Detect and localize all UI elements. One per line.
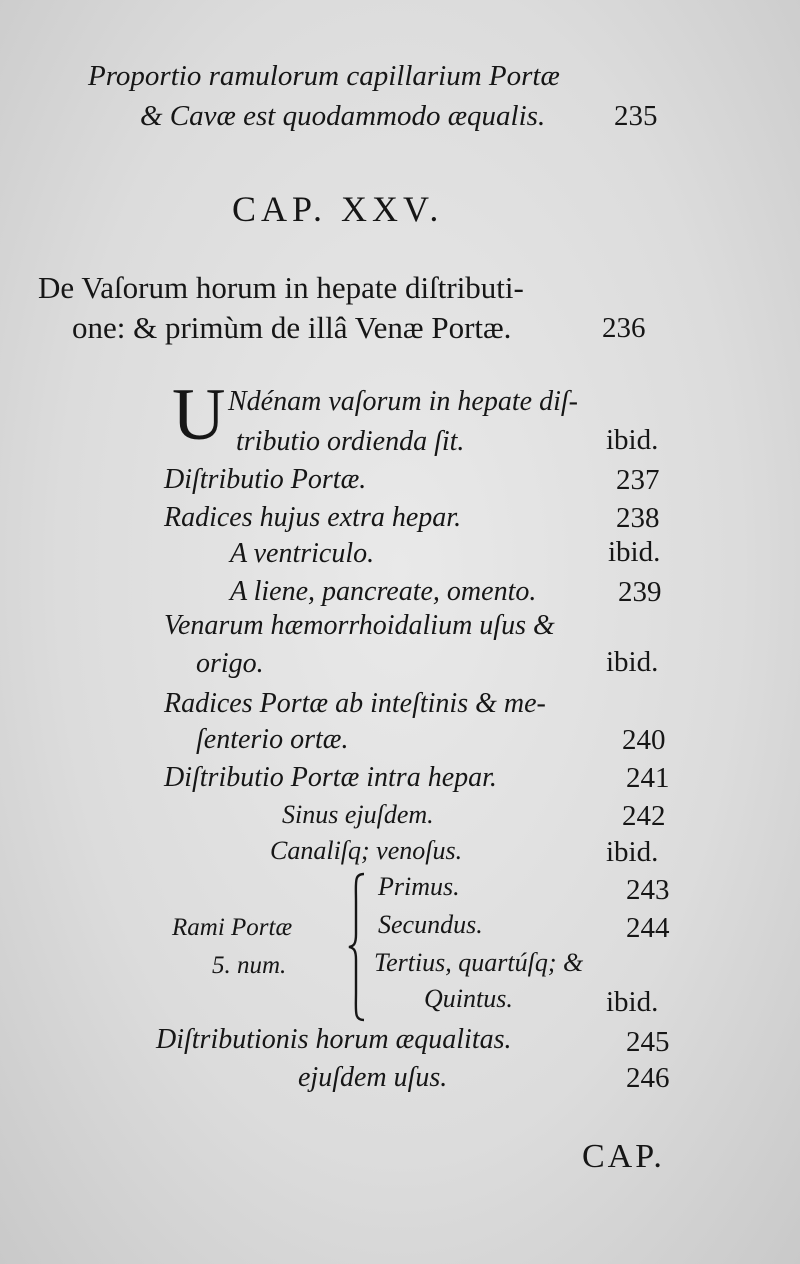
entry-line-cont: origo. (196, 648, 264, 679)
entry-line: Diſtributionis horum æqualitas. (156, 1024, 512, 1055)
chapter-label: CAP. XXV. (232, 189, 444, 229)
entry-page: ibid. (608, 536, 661, 568)
entry-line: Radices hujus extra hepar. (164, 502, 462, 533)
entry-page: ibid. (606, 424, 659, 456)
entry-line: ejuſdem uſus. (298, 1062, 448, 1093)
rami-item-page: ibid. (606, 986, 659, 1018)
entry-line: A ventriculo. (230, 538, 375, 569)
entry-page: ibid. (606, 646, 659, 678)
entry-line: Radices Portæ ab inteſtinis & me- (164, 688, 546, 719)
entry-line-cont: ſenterio ortæ. (196, 724, 349, 755)
chapter-title-page: 236 (602, 312, 646, 344)
entry-page: 246 (626, 1062, 670, 1094)
entry-line: A liene, pancreate, omento. (230, 576, 537, 607)
entry-line: Sinus ejuſdem. (282, 800, 434, 829)
curly-brace-icon (348, 872, 366, 1022)
entry-line: Canaliſq; venoſus. (270, 836, 463, 865)
rami-item-page: 244 (626, 912, 670, 944)
entry-page: ibid. (606, 836, 659, 868)
chapter-title-line-1: De Vaſorum horum in hepate diſtributi- (38, 270, 524, 305)
rami-item-page: 243 (626, 874, 670, 906)
rami-item: Tertius, quartúſq; & (374, 948, 584, 977)
entry-page: 240 (622, 724, 666, 756)
chapter-title-line-2: one: & primùm de illâ Venæ Portæ. (72, 310, 512, 345)
header-line-1: Proportio ramulorum capillarium Portæ (88, 60, 560, 92)
entry-line: Venarum hæmorrhoidalium uſus & (164, 610, 555, 641)
drop-cap: U (172, 374, 226, 456)
entry-page: 239 (618, 576, 662, 608)
entry-page: 242 (622, 800, 666, 832)
rami-item: Secundus. (378, 910, 483, 939)
header-line-2: & Cavæ est quodammodo æqualis. (140, 100, 546, 132)
entry-line-cont: tributio ordienda ſit. (236, 426, 465, 457)
entry-line: Ndénam vaſorum in hepate diſ- (228, 386, 578, 417)
rami-item: Primus. (378, 872, 460, 901)
entry-line: Diſtributio Portæ intra hepar. (164, 762, 497, 793)
entry-line: Diſtributio Portæ. (164, 464, 367, 495)
catchword: CAP. (582, 1138, 665, 1175)
header-page-number: 235 (614, 100, 658, 132)
rami-label-1: Rami Portæ (172, 914, 293, 941)
rami-label-2: 5. num. (212, 952, 287, 979)
entry-page: 241 (626, 762, 670, 794)
rami-item: Quintus. (424, 984, 513, 1013)
entry-page: 245 (626, 1026, 670, 1058)
entry-page: 237 (616, 464, 660, 496)
entry-page: 238 (616, 502, 660, 534)
